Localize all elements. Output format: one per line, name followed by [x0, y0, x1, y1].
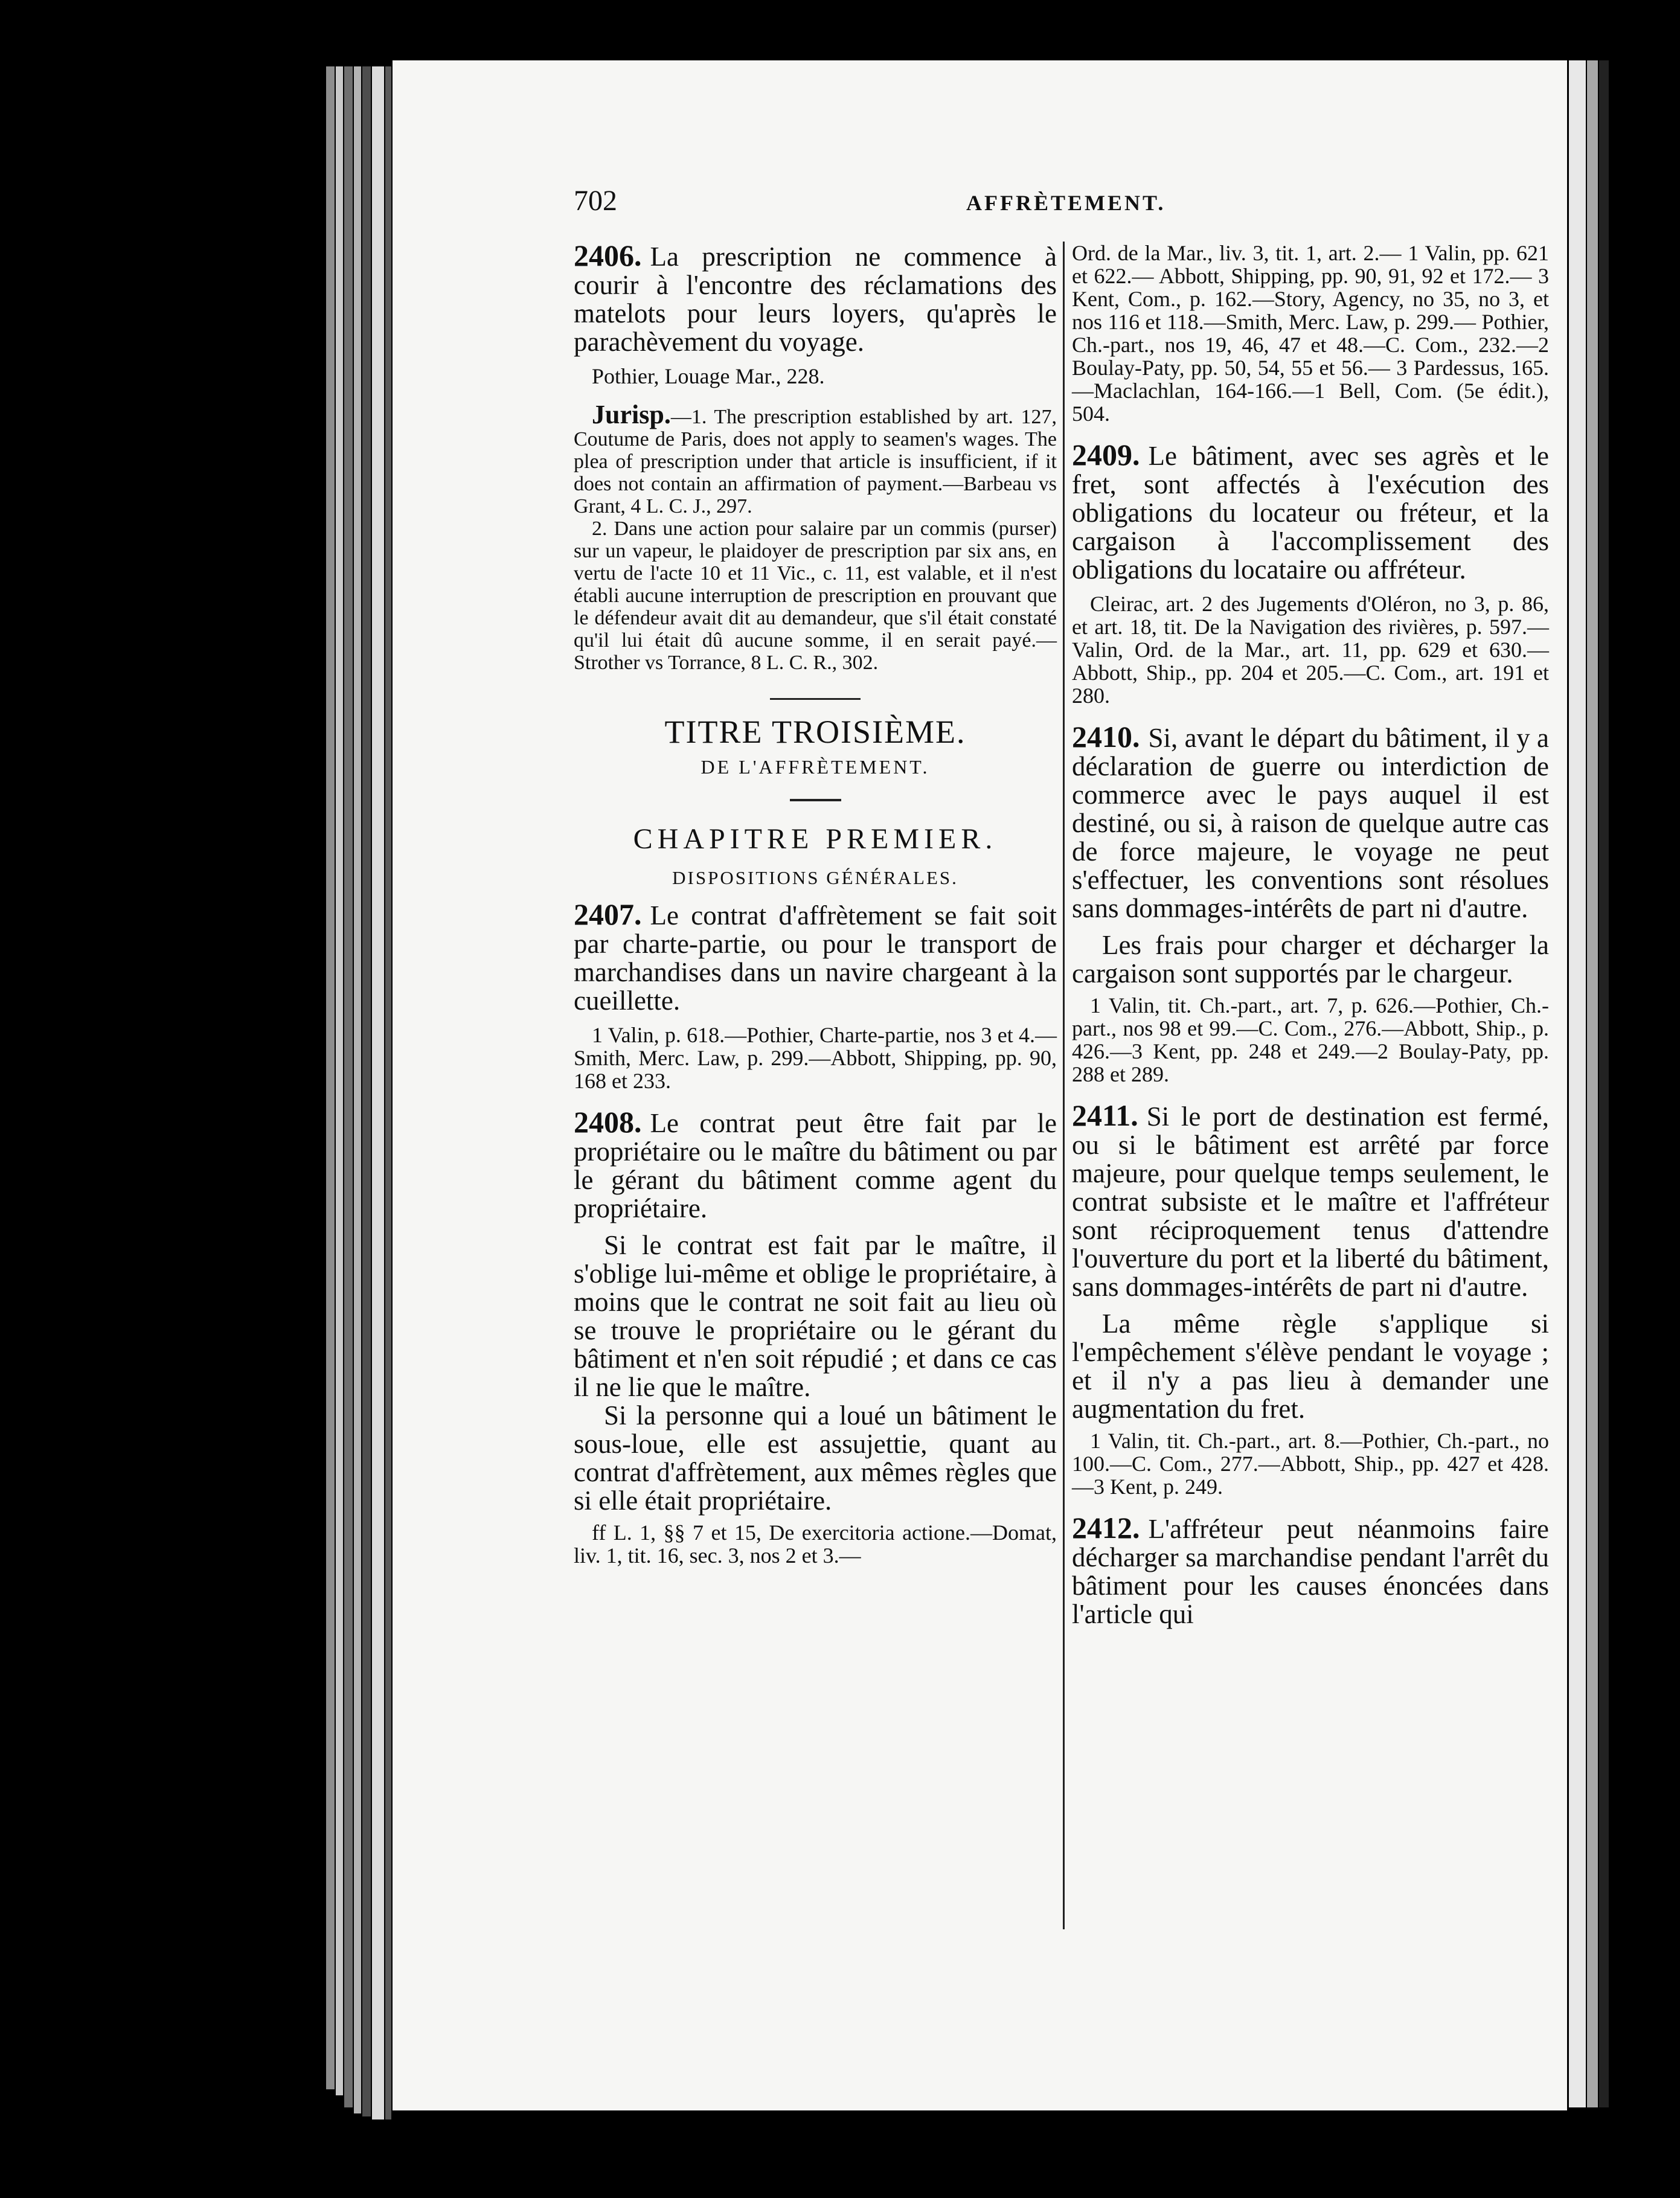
jurisprudence-text: 2. Dans une action pour salaire par un commis (purser) sur un vapeur, le plaidoyer de prescription par six ans, en vertu de l'acte 10 et 11 Vic., c. 11, est valable, et il n'est établi aucune interruption de prescription en prouvant que le défendeur avait dit au demandeur, que s'il était constaté qu'il lui était dû aucune somme, il en serait payé.—Strother vs Torrance, 8 L. C. R., 302. — [574, 517, 1057, 674]
article-2410 — [1072, 720, 1549, 923]
left-column — [574, 239, 1057, 1583]
page-edge-strip — [1587, 60, 1598, 2107]
page-edge-strip — [336, 66, 343, 2095]
article-number: 2408. — [574, 1105, 642, 1139]
right-column — [1072, 242, 1549, 1637]
article-reference: 1 Valin, tit. Ch.-part., art. 7, p. 626.—Pothier, Ch.-part., nos 98 et 99.—C. Com., 276.—Abbott, Ship., p. 426.—3 Kent, pp. 248 et 249.—2 Boulay-Paty, pp. 288 et 289. — [1072, 993, 1549, 1086]
jurisprudence-label: Jurisp. — [592, 400, 671, 429]
article-2412 — [1072, 1511, 1549, 1629]
section-rule — [770, 698, 861, 700]
page-edge-strip — [1569, 60, 1586, 2107]
titre-subheading: DE L'AFFRÈTEMENT. — [701, 756, 930, 778]
column-divider — [1063, 242, 1065, 1929]
page-edge-strip — [1599, 60, 1609, 2107]
article-text: Si le port de destination est fermé, ou si le bâtiment est arrêté par force majeure, pour quelque temps seulement, le contrat subsiste et le maître et l'affréteur sont réciproquement tenus d'attendre l'ouverture du port et la liberté du bâtiment, sans dommages-intérêts de part ni d'autre. — [1072, 1101, 1549, 1302]
page-edge-strip — [326, 66, 335, 2089]
article-reference: 1 Valin, p. 618.—Pothier, Charte-partie, nos 3 et 4.— Smith, Merc. Law, p. 299.—Abbott, Shipping, pp. 90, 168 et 233. — [574, 1023, 1057, 1093]
continued-reference: Ord. de la Mar., liv. 3, tit. 1, art. 2.— 1 Valin, pp. 621 et 622.— Abbott, Shipping, pp. 90, 91, 92 et 172.— 3 Kent, Com., p. 162.—Story, Agency, no 35, no 3, et nos 116 et 118.—Smith, Merc. Law, p. 299.— Pothier, Ch.-part., nos 19, 46, 47 et 48.—C. Com., 232.—2 Boulay-Paty, pp. 50, 54, 55 et 56.— 3 Pardessus, 165.—Maclachlan, 164-166.—1 Bell, Com. (5e édit.), 504. — [1072, 241, 1549, 426]
jurisprudence-text: —1. The prescription established by art. 127, Coutume de Paris, does not apply to seamen's wages. The plea of prescription under that article is insufficient, if it does not contain an affirmation of payment.—Barbeau vs Grant, 4 L. C. J., 297. — [574, 406, 1057, 517]
article-text: Le contrat d'affrètement se fait soit par charte-partie, ou pour le transport de marchandises dans un navire chargeant à la cueillette. — [574, 900, 1057, 1016]
article-2407 — [574, 897, 1057, 1016]
article-number: 2412. — [1072, 1511, 1140, 1545]
titre-heading: TITRE TROISIÈME. — [664, 714, 966, 750]
article-reference: Pothier, Louage Mar., 228. — [592, 364, 825, 388]
article-reference: ff L. 1, §§ 7 et 15, De exercitoria actione.—Domat, liv. 1, tit. 16, sec. 3, nos 2 et 3.— — [574, 1520, 1057, 1568]
article-text: Le bâtiment, avec ses agrès et le fret, sont affectés à l'exécution des obligations du locateur ou fréteur, et la cargaison à l'accomplissement des obligations du locataire ou affréteur. — [1072, 441, 1549, 585]
chapter-heading: CHAPITRE PREMIER. — [633, 823, 998, 855]
article-text: Le contrat peut être fait par le propriétaire ou le maître du bâtiment ou par le gérant du bâtiment comme agent du propriétaire. — [574, 1108, 1057, 1223]
article-text: Si, avant le départ du bâtiment, il y a déclaration de guerre ou interdiction de commerce avec le pays auquel il est destiné, ou si, à raison de quelque autre cas de force majeure, le voyage ne peut s'effectuer, les conventions sont résolues sans dommages-intérêts de part ni d'autre. — [1072, 723, 1549, 923]
article-number: 2406. — [574, 239, 642, 272]
article-2406 — [574, 239, 1057, 357]
article-number: 2410. — [1072, 720, 1140, 754]
article-2408 — [574, 1105, 1057, 1223]
page-edge-strip — [362, 66, 371, 2116]
book-page — [393, 60, 1567, 2110]
article-paragraph: La même règle s'applique si l'empêchement s'élève pendant le voyage ; et il n'y a pas lieu à demander une augmentation du fret. — [1072, 1309, 1549, 1424]
page-edge-strip — [354, 66, 361, 2113]
article-text: La prescription ne commence à courir à l'encontre des réclamations des matelots pour leurs loyers, qu'après le parachèvement du voyage. — [574, 242, 1057, 357]
article-2411 — [1072, 1098, 1549, 1302]
article-paragraph: Les frais pour charger et décharger la cargaison sont supportés par le chargeur. — [1072, 930, 1549, 988]
article-number: 2409. — [1072, 438, 1140, 472]
article-paragraph: Si le contrat est fait par le maître, il s'oblige lui-même et oblige le propriétaire, à moins que le contrat ne soit fait au lieu où se trouve le propriétaire ou le gérant du bâtiment et n'en soit répudié ; et dans ce cas il ne lie que le maître. — [574, 1230, 1057, 1402]
article-number: 2411. — [1072, 1098, 1138, 1132]
page-edge-strip — [344, 66, 353, 2107]
section-rule — [790, 799, 841, 801]
article-paragraph: Si la personne qui a loué un bâtiment le sous-loue, elle est assujettie, quant au contrat d'affrètement, aux mêmes règles que si elle était propriétaire. — [574, 1400, 1057, 1516]
article-reference: Cleirac, art. 2 des Jugements d'Oléron, no 3, p. 86, et art. 18, tit. De la Navigation des rivières, p. 597.— Valin, Ord. de la Mar., art. 11, pp. 629 et 630.—Abbott, Ship., pp. 204 et 205.—C. Com., art. 191 et 280. — [1072, 592, 1549, 708]
article-text: L'affréteur peut néanmoins faire décharger sa marchandise pendant l'arrêt du bâtiment pour les causes énoncées dans l'article qui — [1072, 1514, 1549, 1629]
article-reference: 1 Valin, tit. Ch.-part., art. 8.—Pothier, Ch.-part., no 100.—C. Com., 277.—Abbott, Ship., pp. 427 et 428.—3 Kent, p. 249. — [1072, 1429, 1549, 1499]
article-2409 — [1072, 438, 1549, 585]
page-edge-strip — [372, 66, 384, 2120]
article-number: 2407. — [574, 897, 642, 931]
running-title: AFFRÈTEMENT. — [966, 191, 1166, 215]
jurisprudence-note — [574, 400, 1057, 674]
page-edge-strip — [385, 66, 391, 2120]
chapter-subheading: DISPOSITIONS GÉNÉRALES. — [672, 867, 958, 888]
page-number: 702 — [574, 185, 617, 217]
